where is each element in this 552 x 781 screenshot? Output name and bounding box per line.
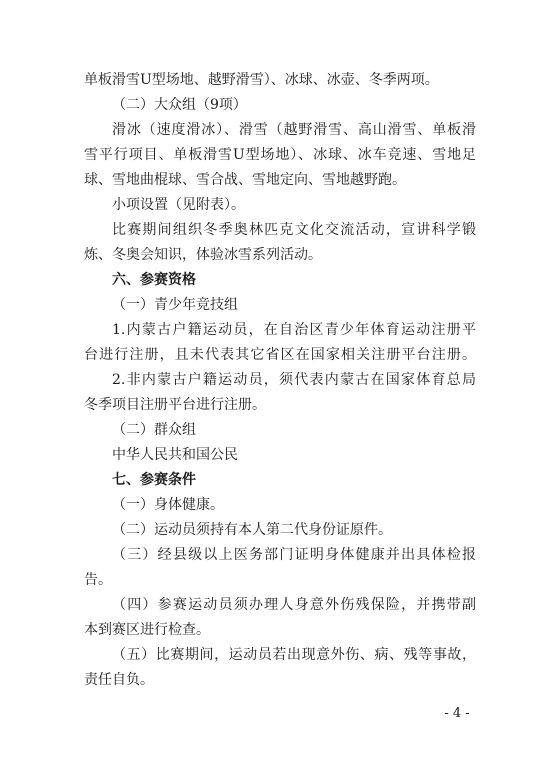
body-line: 小项设置（见附表）。 <box>112 197 245 213</box>
body-line: （五）比赛期间，运动员若出现意外伤、病、残等事故， <box>112 647 476 663</box>
section-heading-conditions: 七、参赛条件 <box>112 472 196 488</box>
body-line: 单板滑雪U型场地、越野滑雪）、冰球、冰壶、冬季两项。 <box>84 72 439 88</box>
body-line: 中华人民共和国公民 <box>112 447 238 463</box>
body-line: 比赛期间组织冬季奥林匹克文化交流活动，宣讲科学锻 <box>112 222 476 238</box>
body-line: 冬季项目注册平台进行注册。 <box>84 397 266 413</box>
document-body <box>84 68 476 693</box>
body-line: 责任自负。 <box>84 672 154 688</box>
body-line: 2.非内蒙古户籍运动员，须代表内蒙古在国家体育总局 <box>112 372 476 388</box>
subsection-heading: （二）群众组 <box>112 422 196 438</box>
body-line: （一）身体健康。 <box>112 497 224 513</box>
body-line: 炼、冬奥会知识，体验冰雪系列活动。 <box>84 247 322 263</box>
subsection-heading: （二）大众组（9项） <box>112 97 247 113</box>
body-line: 1.内蒙古户籍运动员，在自治区青少年体育运动注册平 <box>112 322 476 338</box>
section-heading-eligibility: 六、参赛资格 <box>112 272 196 288</box>
body-line: 告。 <box>84 572 112 588</box>
page-number: - 4 - <box>444 706 470 721</box>
body-line: （三）经县级以上医务部门证明身体健康并出具体检报 <box>112 547 476 563</box>
subsection-heading: （一）青少年竞技组 <box>112 297 238 313</box>
body-line: 滑冰（速度滑冰）、滑雪（越野滑雪、高山滑雪、单板滑 <box>112 122 476 138</box>
body-line: （四）参赛运动员须办理人身意外伤残保险，并携带副 <box>112 597 476 613</box>
body-line: （二）运动员须持有本人第二代身份证原件。 <box>112 522 392 538</box>
body-line: 雪平行项目、单板滑雪U型场地）、冰球、冰车竞速、雪地足 <box>84 147 476 163</box>
body-line: 台进行注册，且未代表其它省区在国家相关注册平台注册。 <box>84 347 476 363</box>
body-line: 本到赛区进行检查。 <box>84 622 210 638</box>
body-line: 球、雪地曲棍球、雪合战、雪地定向、雪地越野跑。 <box>84 172 406 188</box>
